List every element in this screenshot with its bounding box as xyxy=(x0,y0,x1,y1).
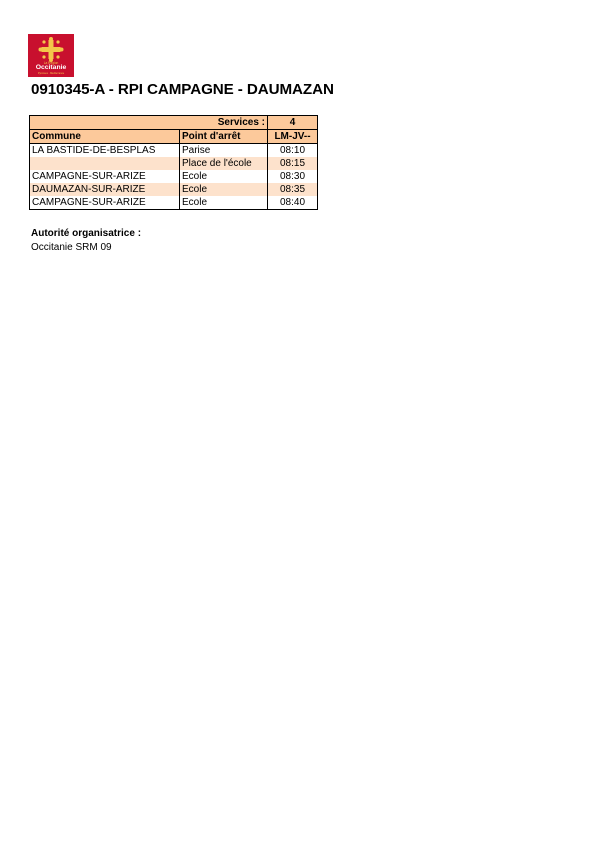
header-days: LM-JV-- xyxy=(268,130,318,144)
row-commune: CAMPAGNE-SUR-ARIZE xyxy=(30,196,180,210)
header-stop: Point d'arrêt xyxy=(180,130,268,144)
row-commune xyxy=(30,157,180,170)
row-commune: CAMPAGNE-SUR-ARIZE xyxy=(30,170,180,183)
table-row xyxy=(30,196,318,210)
logo-region-text: La Région xyxy=(43,61,59,65)
row-time: 08:10 xyxy=(268,144,318,158)
logo-occitanie-text: Occitanie xyxy=(35,64,67,71)
row-commune: DAUMAZAN-SUR-ARIZE xyxy=(30,183,180,196)
services-header-row xyxy=(30,116,318,130)
row-time: 08:30 xyxy=(268,170,318,183)
row-stop: Place de l'école xyxy=(180,157,268,170)
row-stop: Ecole xyxy=(180,170,268,183)
row-stop: Parise xyxy=(180,144,268,158)
row-stop: Ecole xyxy=(180,196,268,210)
row-time: 08:40 xyxy=(268,196,318,210)
row-commune: LA BASTIDE-DE-BESPLAS xyxy=(30,144,180,158)
occitanie-logo xyxy=(28,34,74,77)
page-title: 0910345-A - RPI CAMPAGNE - DAUMAZAN xyxy=(31,81,334,98)
row-time: 08:35 xyxy=(268,183,318,196)
header-commune: Commune xyxy=(30,130,180,144)
logo-subtitle-text: Pyrénées · Méditerranée xyxy=(37,71,65,75)
table-row xyxy=(30,170,318,183)
timetable xyxy=(29,115,318,210)
row-time: 08:15 xyxy=(268,157,318,170)
authority-label: Autorité organisatrice : xyxy=(31,228,142,239)
table-row xyxy=(30,144,318,158)
services-label: Services : xyxy=(30,116,268,130)
authority-value: Occitanie SRM 09 xyxy=(31,242,112,253)
table-row xyxy=(30,183,318,196)
table-row xyxy=(30,157,318,170)
column-header-row xyxy=(30,130,318,144)
services-count: 4 xyxy=(268,116,318,130)
row-stop: Ecole xyxy=(180,183,268,196)
